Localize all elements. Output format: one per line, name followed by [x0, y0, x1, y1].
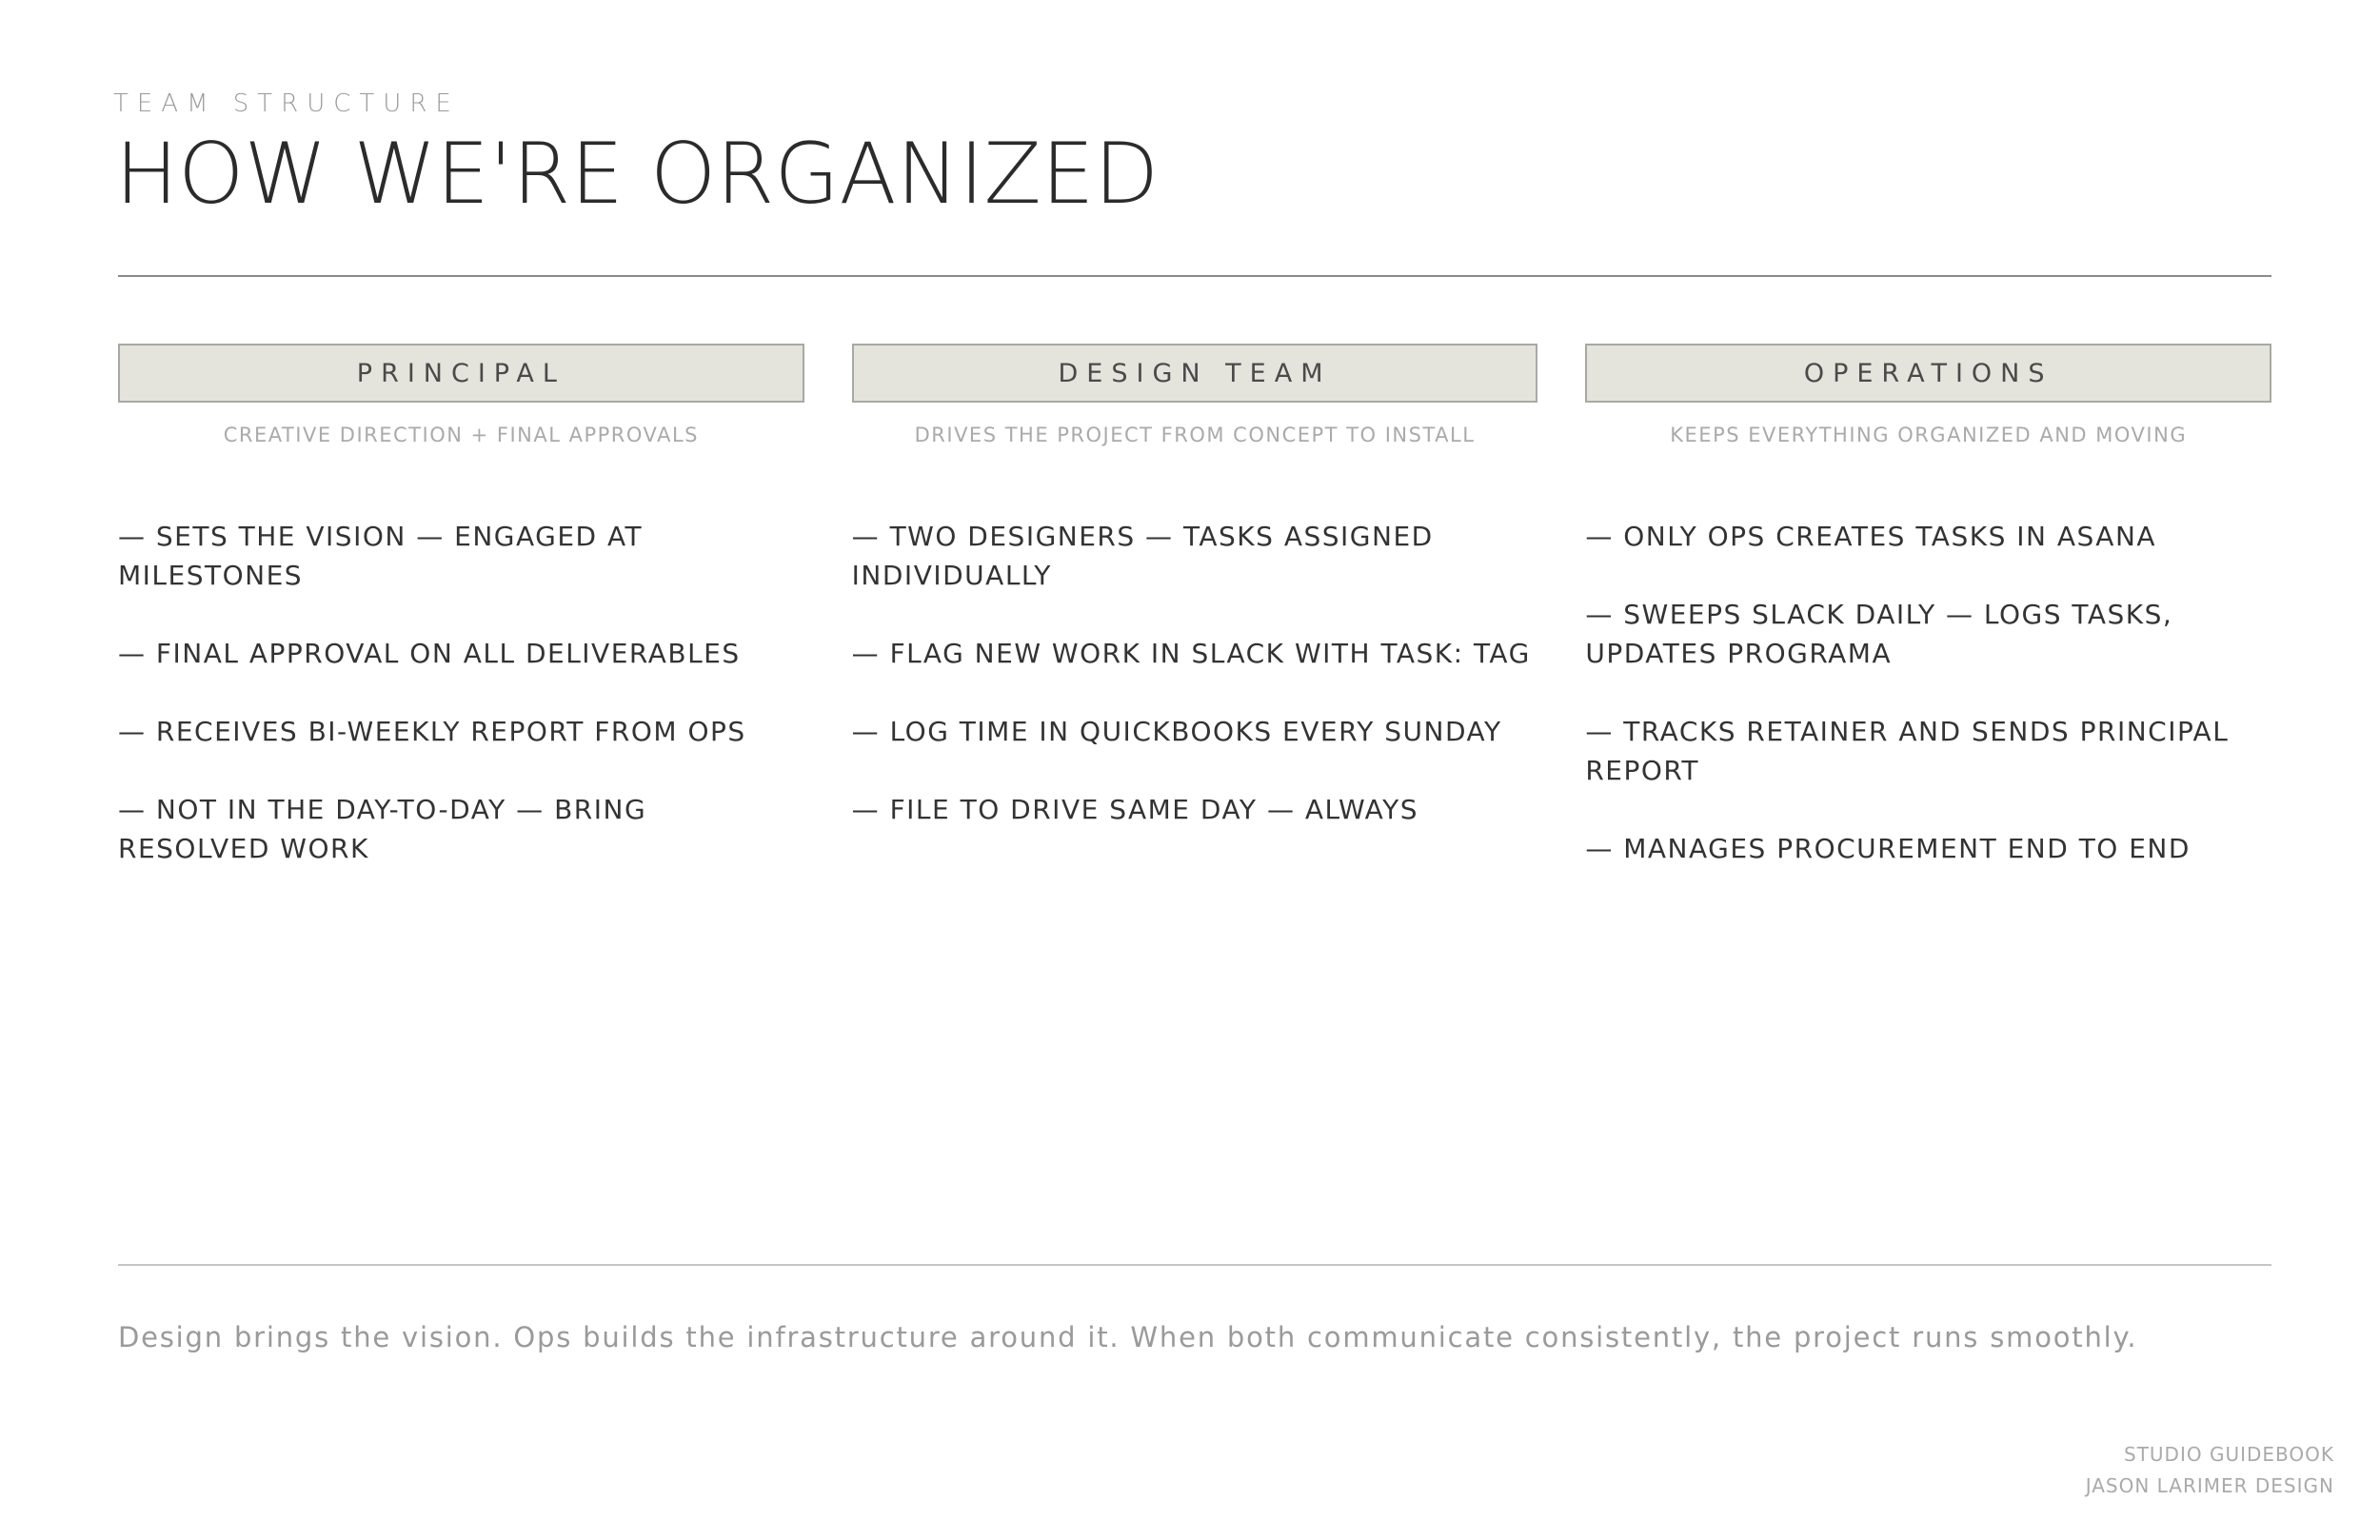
column-subtitle-principal: CREATIVE DIRECTION + FINAL APPROVALS [223, 424, 699, 446]
list-item: — TWO DESIGNERS — TASKS ASSIGNED INDIVIDUALLY [851, 521, 1434, 591]
column-subtitle-design-team: DRIVES THE PROJECT FROM CONCEPT TO INSTALL [914, 424, 1476, 446]
list-item: — ONLY OPS CREATES TASKS IN ASANA [1585, 521, 2157, 552]
column-list-design-team [852, 517, 1538, 829]
list-item: — RECEIVES BI-WEEKLY REPORT FROM OPS [118, 716, 746, 747]
list-item: — SWEEPS SLACK DAILY — LOGS TASKS, UPDATES PROGRAMA [1585, 599, 2173, 669]
column-header-principal: PRINCIPAL [118, 344, 804, 403]
team-columns [118, 344, 2271, 907]
column-design-team [852, 344, 1538, 907]
footer-guidebook-label: STUDIO GUIDEBOOK [2124, 1443, 2334, 1466]
list-item: — NOT IN THE DAY-TO-DAY — BRING RESOLVED WORK [118, 794, 647, 864]
list-item: — MANAGES PROCUREMENT END TO END [1585, 833, 2191, 864]
column-list-operations [1585, 517, 2271, 868]
footer-studio-name: JASON LARIMER DESIGN [2085, 1474, 2334, 1497]
footer [2086, 1439, 2334, 1502]
column-list-principal [118, 517, 804, 868]
list-item: — FINAL APPROVAL ON ALL DELIVERABLES [118, 638, 741, 669]
list-item: — FILE TO DRIVE SAME DAY — ALWAYS [851, 794, 1419, 825]
list-item: — TRACKS RETAINER AND SENDS PRINCIPAL REPORT [1585, 716, 2230, 786]
list-item: — SETS THE VISION — ENGAGED AT MILESTONES [118, 521, 644, 591]
top-divider [118, 275, 2271, 277]
column-subtitle-operations: KEEPS EVERYTHING ORGANIZED AND MOVING [1670, 424, 2188, 446]
column-operations [1585, 344, 2271, 907]
section-eyebrow: TEAM STRUCTURE [113, 89, 460, 118]
page-title: HOW WE'RE ORGANIZED [115, 125, 1160, 223]
column-principal [118, 344, 804, 907]
column-header-operations: OPERATIONS [1585, 344, 2271, 403]
list-item: — FLAG NEW WORK IN SLACK WITH TASK: TAG [851, 638, 1531, 669]
column-header-design-team: DESIGN TEAM [852, 344, 1538, 403]
bottom-divider [118, 1264, 2271, 1266]
list-item: — LOG TIME IN QUICKBOOKS EVERY SUNDAY [851, 716, 1502, 747]
tagline: Design brings the vision. Ops builds the infrastructure around it. When both communicate consistently, the project runs smoothly. [118, 1321, 2138, 1353]
